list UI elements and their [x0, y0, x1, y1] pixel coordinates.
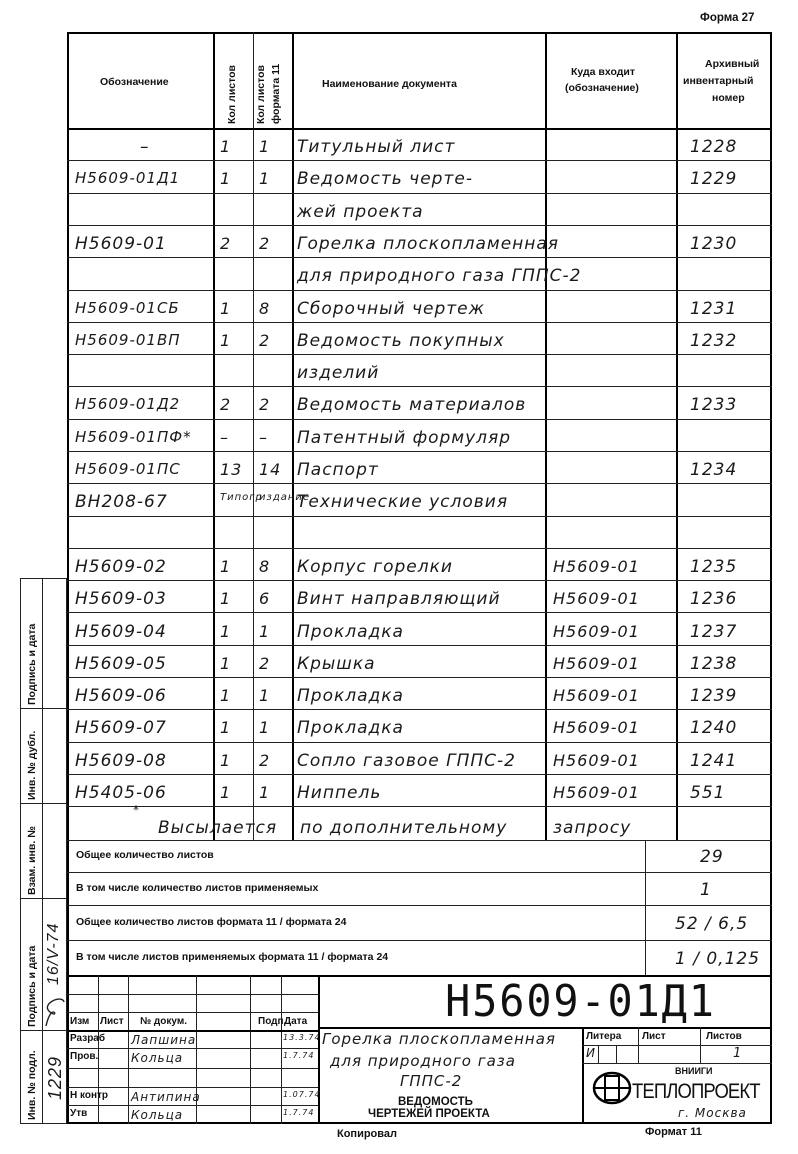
row-doc-name: Патентный формуляр	[297, 428, 512, 448]
row-doc-name: Прокладка	[297, 718, 404, 738]
row-format11: 2	[259, 751, 271, 770]
row-designation: Н5609-01Д1	[75, 169, 181, 187]
row-sheets: 1	[220, 622, 232, 641]
row-designation: Н5609-07	[75, 718, 167, 738]
stamp-role: Утв	[70, 1108, 88, 1119]
stamp-date: 1.7.74	[283, 1051, 315, 1060]
signature-mark	[42, 990, 66, 1030]
row-sheets: 1	[220, 169, 232, 188]
org-city: г. Москва	[678, 1106, 747, 1120]
row-sheets: 1	[220, 557, 232, 576]
row-where: Н5609-01	[553, 783, 640, 802]
header-where-b: (обозначение)	[565, 82, 639, 94]
row-doc-name: изделий	[297, 363, 380, 383]
row-format11: 2	[259, 395, 271, 414]
row-archive: 1240	[690, 718, 738, 738]
row-archive: 1229	[690, 169, 738, 189]
stamp-role: Пров.	[70, 1051, 99, 1062]
row-where: Н5609-01	[553, 718, 640, 737]
row-designation: Н5609-02	[75, 557, 167, 577]
row-where: Н5609-01	[553, 622, 640, 641]
row-where: Н5609-01	[553, 654, 640, 673]
strip-inv-orig: Инв. № подл.	[26, 1050, 38, 1120]
row-doc-name: жей проекта	[297, 202, 424, 222]
row-archive: 1241	[690, 751, 738, 771]
row-designation: Н5609-01	[75, 234, 167, 254]
row-doc-name: Ведомость черте-	[297, 169, 473, 189]
row-format11: 1	[259, 622, 271, 641]
row-doc-name: Прокладка	[297, 622, 404, 642]
row-format11: 1	[259, 169, 271, 188]
listov-label: Листов	[706, 1031, 742, 1042]
row-format11: 8	[259, 299, 271, 318]
format-label: Формат 11	[645, 1126, 702, 1138]
row-archive: 1237	[690, 622, 738, 642]
product-name-3: ГППС-2	[400, 1072, 463, 1090]
sheet-title-1: ВЕДОМОСТЬ	[398, 1096, 473, 1108]
row-format11: издание	[259, 492, 311, 503]
copied-label: Копировал	[337, 1128, 398, 1140]
header-doc-name: Наименование документа	[322, 78, 457, 90]
stamp-date: 1.7.74	[283, 1108, 315, 1117]
row-sheets: 1	[220, 783, 232, 802]
row-designation: Н5609-01ПС	[75, 460, 181, 478]
header-archive-b: инвентарный	[683, 75, 754, 87]
row-doc-name: Горелка плоскопламенная	[297, 234, 560, 254]
org-top: ВНИИГИ	[675, 1066, 713, 1076]
row-archive: 1230	[690, 234, 738, 254]
row-format11: 2	[259, 654, 271, 673]
stamp-date: 1.07.74	[283, 1090, 321, 1099]
row-sheets: 1	[220, 589, 232, 608]
stamp-col-sign: Подп.	[258, 1016, 287, 1027]
row-archive: 1238	[690, 654, 738, 674]
row-format11: 2	[259, 234, 271, 253]
row-doc-name: Технические условия	[297, 492, 509, 512]
product-name-1: Горелка плоскопламенная	[322, 1030, 556, 1048]
footnote-text-b: по дополнительному	[300, 818, 508, 838]
row-sheets: 1	[220, 299, 232, 318]
row-archive: 1231	[690, 299, 738, 319]
row-where: Н5609-01	[553, 686, 640, 705]
row-designation: Н5405-06	[75, 783, 167, 803]
row-designation: –	[140, 137, 150, 157]
row-sheets: 2	[220, 234, 232, 253]
strip-date-handwritten: 16/V-74	[45, 922, 62, 985]
org-name: ТЕПЛОПРОЕКТ	[632, 1080, 760, 1103]
row-sheets: 1	[220, 751, 232, 770]
row-designation: Н5609-06	[75, 686, 167, 706]
total-label: В том числе количество листов применяемых	[76, 882, 319, 894]
total-label: В том числе листов применяемых формата 11 / формата 24	[76, 951, 389, 963]
stamp-col-date: Дата	[284, 1016, 308, 1027]
row-format11: 8	[259, 557, 271, 576]
row-sheets: 1	[220, 654, 232, 673]
total-value: 1	[700, 880, 712, 900]
total-value: 52 / 6,5	[675, 914, 749, 934]
litera-label: Литера	[586, 1031, 622, 1042]
row-archive: 1235	[690, 557, 738, 577]
strip-inv-dup: Инв. № дубл.	[26, 730, 38, 800]
row-sheets: 1	[220, 686, 232, 705]
total-label: Общее количество листов формата 11 / формата 24	[76, 916, 347, 928]
stamp-col-doc: № докум.	[140, 1016, 187, 1027]
header-designation: Обозначение	[100, 76, 169, 88]
row-format11: 6	[259, 589, 271, 608]
row-doc-name: Ведомость покупных	[297, 331, 505, 351]
sheet-title-2: ЧЕРТЕЖЕЙ ПРОЕКТА	[368, 1108, 490, 1120]
row-doc-name: Сопло газовое ГППС-2	[297, 751, 516, 771]
row-doc-name: Паспорт	[297, 460, 379, 480]
stamp-col-list: Лист	[100, 1016, 124, 1027]
row-doc-name: Корпус горелки	[297, 557, 453, 577]
row-designation: ВН208-67	[75, 492, 168, 512]
footnote-text-a: Высылается	[158, 818, 278, 838]
row-doc-name: Ниппель	[297, 783, 382, 803]
row-archive: 1232	[690, 331, 738, 351]
strip-vzam-inv: Взам. инв. №	[26, 826, 38, 895]
header-archive-c: номер	[712, 92, 745, 104]
stamp-col-izm: Изм	[70, 1016, 90, 1027]
total-value: 29	[700, 847, 724, 867]
list-label: Лист	[642, 1031, 666, 1042]
row-doc-name: Прокладка	[297, 686, 404, 706]
row-format11: 2	[259, 331, 271, 350]
row-doc-name: Ведомость материалов	[297, 395, 527, 415]
org-logo-icon	[592, 1068, 632, 1108]
row-doc-name: для природного газа ГППС-2	[297, 266, 582, 286]
row-doc-name: Титульный лист	[297, 137, 456, 157]
row-where: Н5609-01	[553, 557, 640, 576]
row-format11: –	[259, 428, 268, 447]
header-format11-a: Кол листов	[255, 65, 267, 124]
strip-inv-number: 1229	[45, 1055, 65, 1100]
row-archive: 551	[690, 783, 726, 803]
row-designation: Н5609-01СБ	[75, 299, 180, 317]
stamp-date: 13.3.74	[283, 1033, 321, 1042]
row-sheets: 13	[220, 460, 243, 479]
row-designation: Н5609-08	[75, 751, 167, 771]
strip-sign-date2: Подпись и дата	[26, 945, 38, 1027]
header-archive-a: Архивный	[705, 58, 760, 70]
stamp-role: Н контр	[70, 1090, 109, 1101]
footnote-star: *	[133, 803, 140, 817]
row-where: Н5609-01	[553, 751, 640, 770]
row-designation: Н5609-05	[75, 654, 167, 674]
row-format11: 1	[259, 686, 271, 705]
row-sheets: 1	[220, 137, 232, 156]
row-sheets: 1	[220, 718, 232, 737]
row-archive: 1233	[690, 395, 738, 415]
listov-value: 1	[733, 1046, 743, 1061]
row-where: Н5609-01	[553, 589, 640, 608]
stamp-name: Антипина	[131, 1090, 201, 1104]
row-archive: 1234	[690, 460, 738, 480]
row-doc-name: Винт направляющий	[297, 589, 501, 609]
strip-sign-date: Подпись и дата	[26, 623, 38, 705]
row-archive: 1236	[690, 589, 738, 609]
stamp-name: Кольца	[131, 1108, 184, 1122]
row-archive: 1239	[690, 686, 738, 706]
row-doc-name: Сборочный чертеж	[297, 299, 485, 319]
total-label: Общее количество листов	[76, 849, 214, 861]
row-archive: 1228	[690, 137, 738, 157]
row-designation: Н5609-01ПФ*	[75, 428, 192, 446]
row-designation: Н5609-03	[75, 589, 167, 609]
row-designation: Н5609-01Д2	[75, 395, 181, 413]
footnote-text-c: запросу	[553, 818, 632, 838]
header-sheets-count: Кол листов	[226, 65, 238, 124]
litera-value: И	[586, 1046, 596, 1060]
doc-code: Н5609-01Д1	[445, 976, 716, 1027]
row-format11: 1	[259, 137, 271, 156]
row-doc-name: Крышка	[297, 654, 376, 674]
row-format11: 1	[259, 783, 271, 802]
row-designation: Н5609-04	[75, 622, 167, 642]
row-sheets: Типогр	[220, 492, 263, 503]
row-sheets: 2	[220, 395, 232, 414]
row-designation: Н5609-01ВП	[75, 331, 181, 349]
stamp-name: Кольца	[131, 1051, 184, 1065]
product-name-2: для природного газа	[330, 1052, 516, 1070]
stamp-role: Разраб	[70, 1033, 106, 1044]
row-format11: 1	[259, 718, 271, 737]
total-value: 1 / 0,125	[675, 949, 761, 969]
form-label: Форма 27	[700, 12, 755, 24]
header-where-a: Куда входит	[571, 66, 635, 78]
row-sheets: –	[220, 428, 229, 447]
stamp-name: Лапшина	[131, 1033, 197, 1047]
row-sheets: 1	[220, 331, 232, 350]
row-format11: 14	[259, 460, 282, 479]
header-format11-b: формата 11	[270, 63, 282, 124]
